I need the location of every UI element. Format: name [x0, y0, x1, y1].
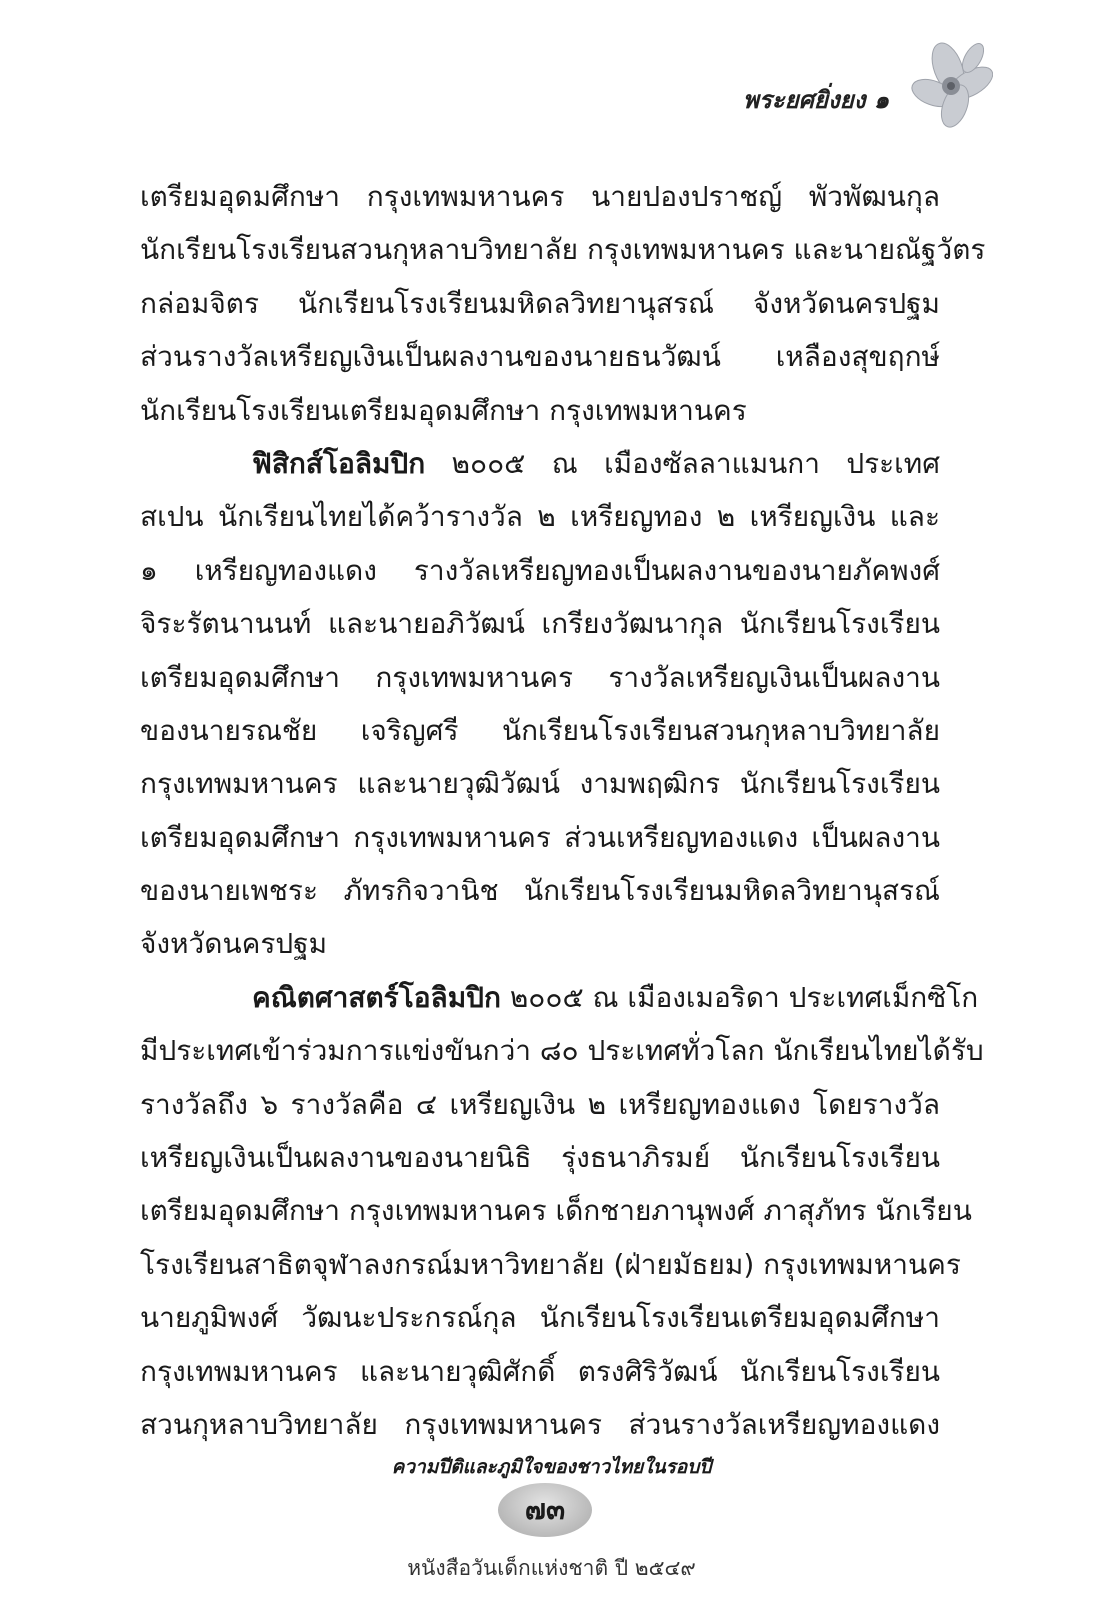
text-line: เตรียมอุดมศึกษา กรุงเทพมหานคร นายปองปราชญ์ พัวพัฒนกุล — [140, 180, 940, 213]
header-title: พระยศยิ่งยง ๑ — [743, 85, 890, 114]
text-line: ของนายเพชระ ภัทรกิจวานิช นักเรียนโรงเรียนมหิดลวิทยานุสรณ์ — [140, 874, 940, 908]
text-line: กรุงเทพมหานคร และนายวุฒิวัฒน์ งามพฤฒิกร นักเรียนโรงเรียน — [140, 767, 940, 801]
math-intro: ๒๐๐๕ ณ เมืองเมอริดา ประเทศเม็กซิโก — [509, 980, 979, 1014]
text-line: นักเรียนโรงเรียนเตรียมอุดมศึกษา กรุงเทพมหานคร — [140, 393, 747, 427]
body-text — [140, 170, 986, 1451]
text-line: รางวัลถึง ๖ รางวัลคือ ๔ เหรียญเงิน ๒ เหรียญทองแดง โดยรางวัล — [140, 1087, 940, 1121]
text-line: ส่วนรางวัลเหรียญเงินเป็นผลงานของนายธนวัฒน์ เหลืองสุขฤกษ์ — [140, 340, 940, 374]
text-line: มีประเทศเข้าร่วมการแข่งขันกว่า ๘๐ ประเทศทั่วโลก นักเรียนไทยได้รับ — [140, 1034, 984, 1068]
text-line: จังหวัดนครปฐม — [140, 927, 328, 961]
text-line: โรงเรียนสาธิตจุฬาลงกรณ์มหาวิทยาลัย (ฝ่ายมัธยม) กรุงเทพมหานคร — [140, 1247, 961, 1281]
text-line: กล่อมจิตร นักเรียนโรงเรียนมหิดลวิทยานุสรณ์ จังหวัดนครปฐม — [140, 286, 940, 320]
text-line: เตรียมอุดมศึกษา กรุงเทพมหานคร เด็กชายภานุพงศ์ ภาสุภัทร นักเรียน — [140, 1194, 972, 1228]
header-logo — [733, 38, 993, 133]
text-line: นักเรียนโรงเรียนสวนกุหลาบวิทยาลัย กรุงเทพมหานคร และนายณัฐวัตร — [140, 233, 986, 267]
math-heading: คณิตศาสตร์โอลิมปิก — [252, 980, 501, 1014]
text-line: ของนายรณชัย เจริญศรี นักเรียนโรงเรียนสวนกุหลาบวิทยาลัย — [140, 713, 940, 747]
text-line: ๑ เหรียญทองแดง รางวัลเหรียญทองเป็นผลงานของนายภัคพงศ์ — [140, 553, 940, 587]
text-line-math — [140, 971, 979, 1024]
text-line: เตรียมอุดมศึกษา กรุงเทพมหานคร รางวัลเหรียญเงินเป็นผลงาน — [140, 660, 940, 694]
physics-intro: ๒๐๐๕ ณ เมืองซัลลาแมนกา ประเทศ — [451, 446, 940, 480]
flower-icon — [893, 38, 993, 133]
text-line: นายภูมิพงศ์ วัฒนะประกรณ์กุล นักเรียนโรงเรียนเตรียมอุดมศึกษา — [140, 1301, 940, 1335]
text-line: จิระรัตนานนท์ และนายอภิวัฒน์ เกรียงวัฒนากุล นักเรียนโรงเรียน — [140, 607, 940, 641]
text-line: เหรียญเงินเป็นผลงานของนายนิธิ รุ่งธนาภิรมย์ นักเรียนโรงเรียน — [140, 1141, 940, 1175]
footer-subtitle: หนังสือวันเด็กแห่งชาติ ปี ๒๕๔๙ — [407, 1556, 696, 1580]
page-number: ๗๓ — [524, 1493, 566, 1526]
text-line: เตรียมอุดมศึกษา กรุงเทพมหานคร ส่วนเหรียญทองแดง เป็นผลงาน — [140, 820, 940, 854]
page-number-badge — [498, 1483, 592, 1537]
text-line: สเปน นักเรียนไทยได้คว้ารางวัล ๒ เหรียญทอง ๒ เหรียญเงิน และ — [140, 500, 940, 534]
text-line: สวนกุหลาบวิทยาลัย กรุงเทพมหานคร ส่วนรางวัลเหรียญทองแดง — [140, 1407, 940, 1441]
footer-title: ความปีติและภูมิใจของชาวไทยในรอบปี — [391, 1456, 712, 1478]
text-line: กรุงเทพมหานคร และนายวุฒิศักดิ์ ตรงศิริวัฒน์ นักเรียนโรงเรียน — [140, 1354, 940, 1388]
text-line-physics — [140, 437, 940, 490]
physics-heading: ฟิสิกส์โอลิมปิก — [252, 446, 426, 480]
